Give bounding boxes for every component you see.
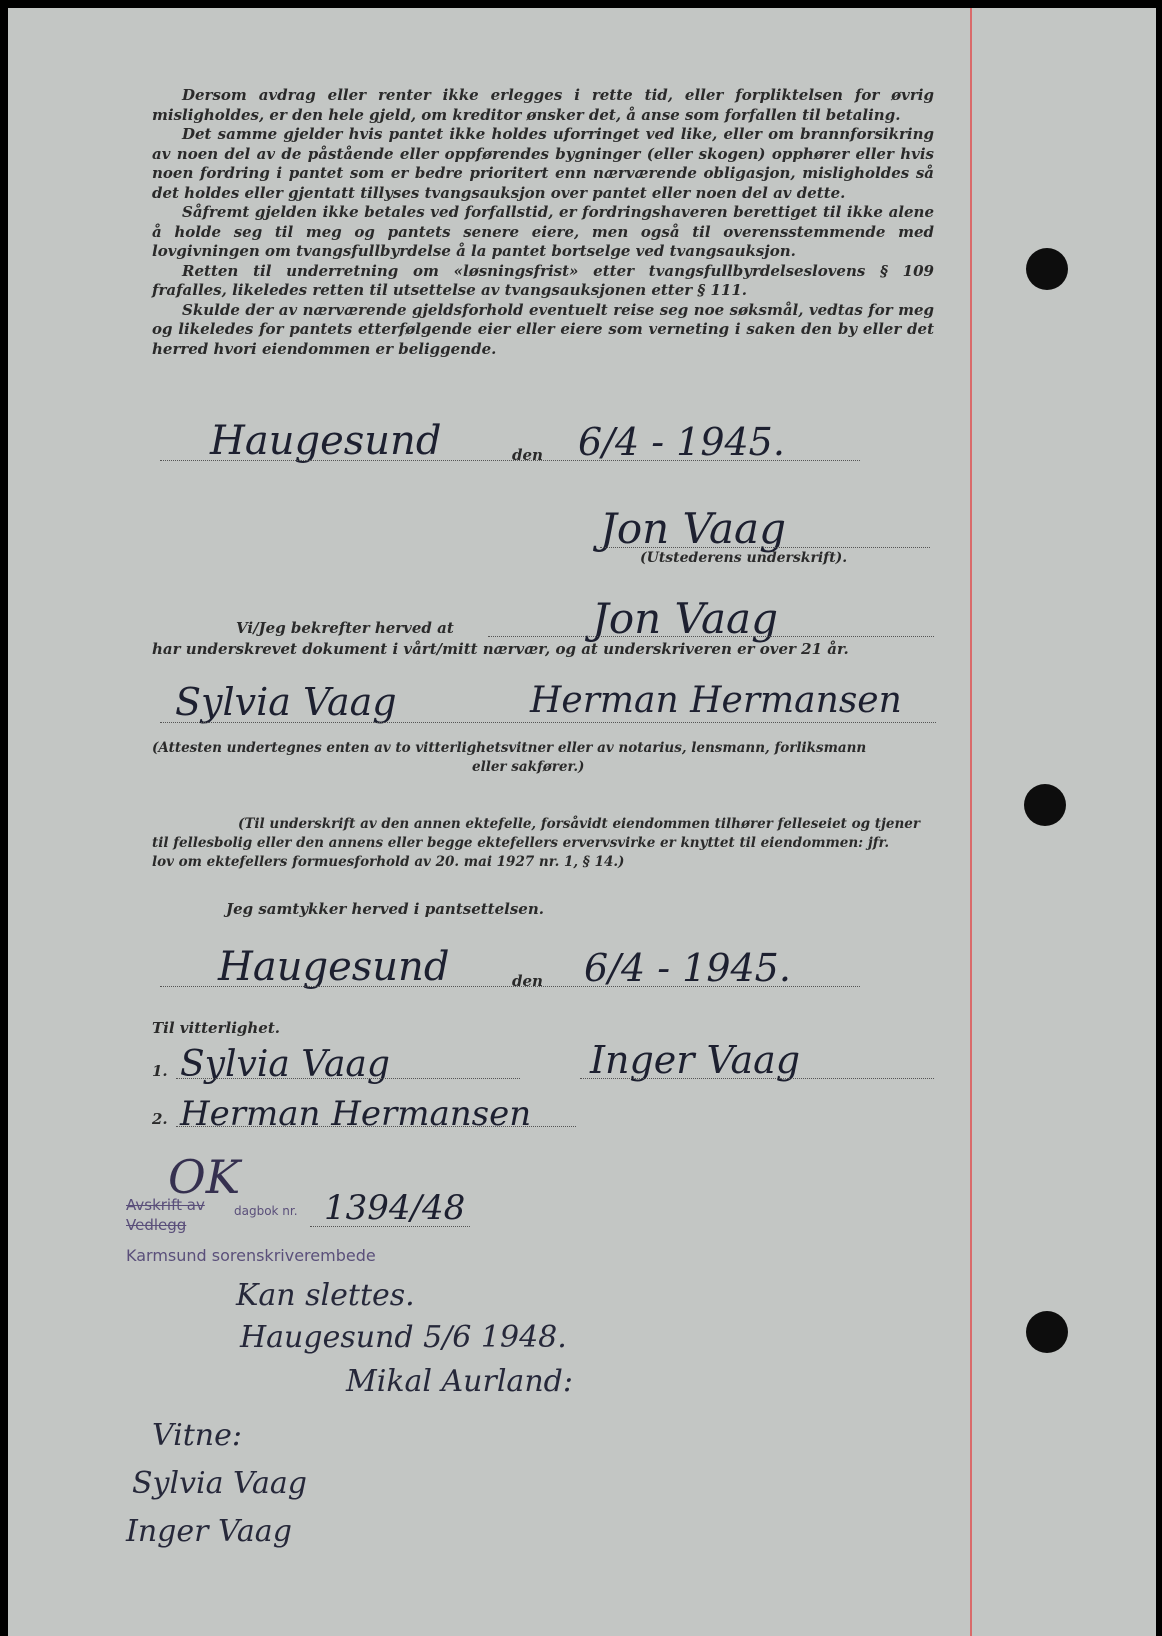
witness-signature-1: Sylvia Vaag (175, 680, 397, 724)
dagbok-number: 1394/48 (324, 1188, 466, 1228)
margin-red-line (970, 8, 972, 1636)
annotation-line: Kan slettes. (236, 1278, 415, 1313)
attest-note: (Attesten undertegnes enten av to vitterlighetsvitner eller av notarius, lensmann, forliksmann (152, 740, 867, 756)
stamp-text: Vedlegg (126, 1216, 187, 1234)
witness-signature-2: Herman Hermansen (180, 1094, 532, 1134)
witness-signature-1: Sylvia Vaag (180, 1044, 390, 1085)
date-handwritten: 6/4 - 1945. (584, 946, 791, 990)
place-date-line (160, 986, 860, 987)
witness-number: 1. (152, 1062, 168, 1080)
spouse-note: (Til underskrift av den annen ektefelle, forsåvidt eiendommen tilhører felleseiet og tjener (238, 816, 920, 832)
witness-number: 2. (152, 1110, 168, 1128)
attest-line (488, 636, 934, 637)
spouse-note: lov om ektefellers formuesforhold av 20. mai 1927 nr. 1, § 14.) (152, 854, 625, 870)
place-date-line (160, 460, 860, 461)
witness-signature-2: Herman Hermansen (530, 680, 902, 721)
place-handwritten: Haugesund (210, 418, 442, 464)
punch-hole-icon (1026, 1311, 1068, 1353)
den-label: den (512, 446, 543, 464)
annotation-line: Inger Vaag (126, 1514, 292, 1549)
dagbok-line (310, 1226, 470, 1227)
attest-signature: Jon Vaag (592, 594, 778, 643)
stamp-office: Karmsund sorenskriverembede (126, 1246, 376, 1265)
annotation-line: Sylvia Vaag (132, 1466, 307, 1501)
witness-line (176, 1126, 576, 1127)
place-handwritten: Haugesund (218, 944, 450, 990)
terms-paragraph: Skulde der av nærværende gjeldsforhold eventuelt reise seg noe søksmål, vedtas for meg og likeledes for pantets etterfølgende eier eller eiere som verneting i saken den by eller det herred hvori eiendommen er beliggende. (152, 300, 934, 358)
terms-body (152, 86, 934, 359)
punch-hole-icon (1024, 784, 1066, 826)
annotation-line: Mikal Aurland: (346, 1364, 573, 1399)
terms-paragraph: Det samme gjelder hvis pantet ikke holdes uforringet ved like, eller om brannforsikring av noen del av de påstående eller oppførendes bygninger (eller skogen) opphører eller hvis noen fordring i pantet som er bedre prioritert enn nærværende obligasjon, misligholdes så det holdes eller gjentatt tillyses tvangsauksjon over pantet eller noen del av dette. (152, 125, 934, 202)
annotation-line: Haugesund 5/6 1948. (240, 1320, 567, 1355)
witness-line (176, 1078, 520, 1079)
terms-paragraph: Retten til underretning om «løsningsfrist» etter tvangsfullbyrdelseslovens § 109 frafalles, likeledes retten til utsettelse av tvangsauksjonen etter § 111. (152, 261, 934, 299)
witness-block-title: Til vitterlighet. (152, 1019, 280, 1037)
issuer-caption: (Utstederens underskrift). (640, 550, 848, 566)
attest-note: eller sakfører.) (472, 759, 585, 775)
issuer-signature-line (600, 547, 930, 548)
spouse-note: til fellesbolig eller den annens eller begge ektefellers ervervsvirke er knyttet til eiendommen: jfr. (152, 835, 890, 851)
spouse-line (580, 1078, 934, 1079)
punch-hole-icon (1026, 248, 1068, 290)
annotation-line: Vitne: (152, 1418, 242, 1453)
terms-paragraph: Såfremt gjelden ikke betales ved forfallstid, er fordringshaveren berettiget til ikke alene å holde seg til meg og pantets senere eiere, men også til overensstemmende med lovgivningen om tvangsfullbyrdelse å la pantet bortselge ved tvangsauksjon. (152, 203, 934, 260)
issuer-signature: Jon Vaag (600, 504, 786, 553)
spouse-signature: Inger Vaag (590, 1038, 801, 1082)
attest-prefix: Vi/Jeg bekrefter herved at (236, 619, 454, 637)
stamp-initials: OK (168, 1150, 241, 1204)
stamp-dagbok-label: dagbok nr. (234, 1204, 298, 1218)
terms-paragraph: Dersom avdrag eller renter ikke erlegges i rette tid, eller forpliktelsen for øvrig misligholdes, er den hele gjeld, om kreditor ønsker det, å anse som forfallen til betaling. (152, 86, 934, 124)
den-label: den (512, 972, 543, 990)
consent-text: Jeg samtykker herved i pantsettelsen. (226, 900, 544, 918)
date-handwritten: 6/4 - 1945. (578, 420, 785, 464)
stamp-text: Avskrift av (126, 1196, 205, 1214)
witness-line (160, 722, 936, 723)
attest-text: har underskrevet dokument i vårt/mitt nærvær, og at underskriveren er over 21 år. (152, 640, 849, 658)
